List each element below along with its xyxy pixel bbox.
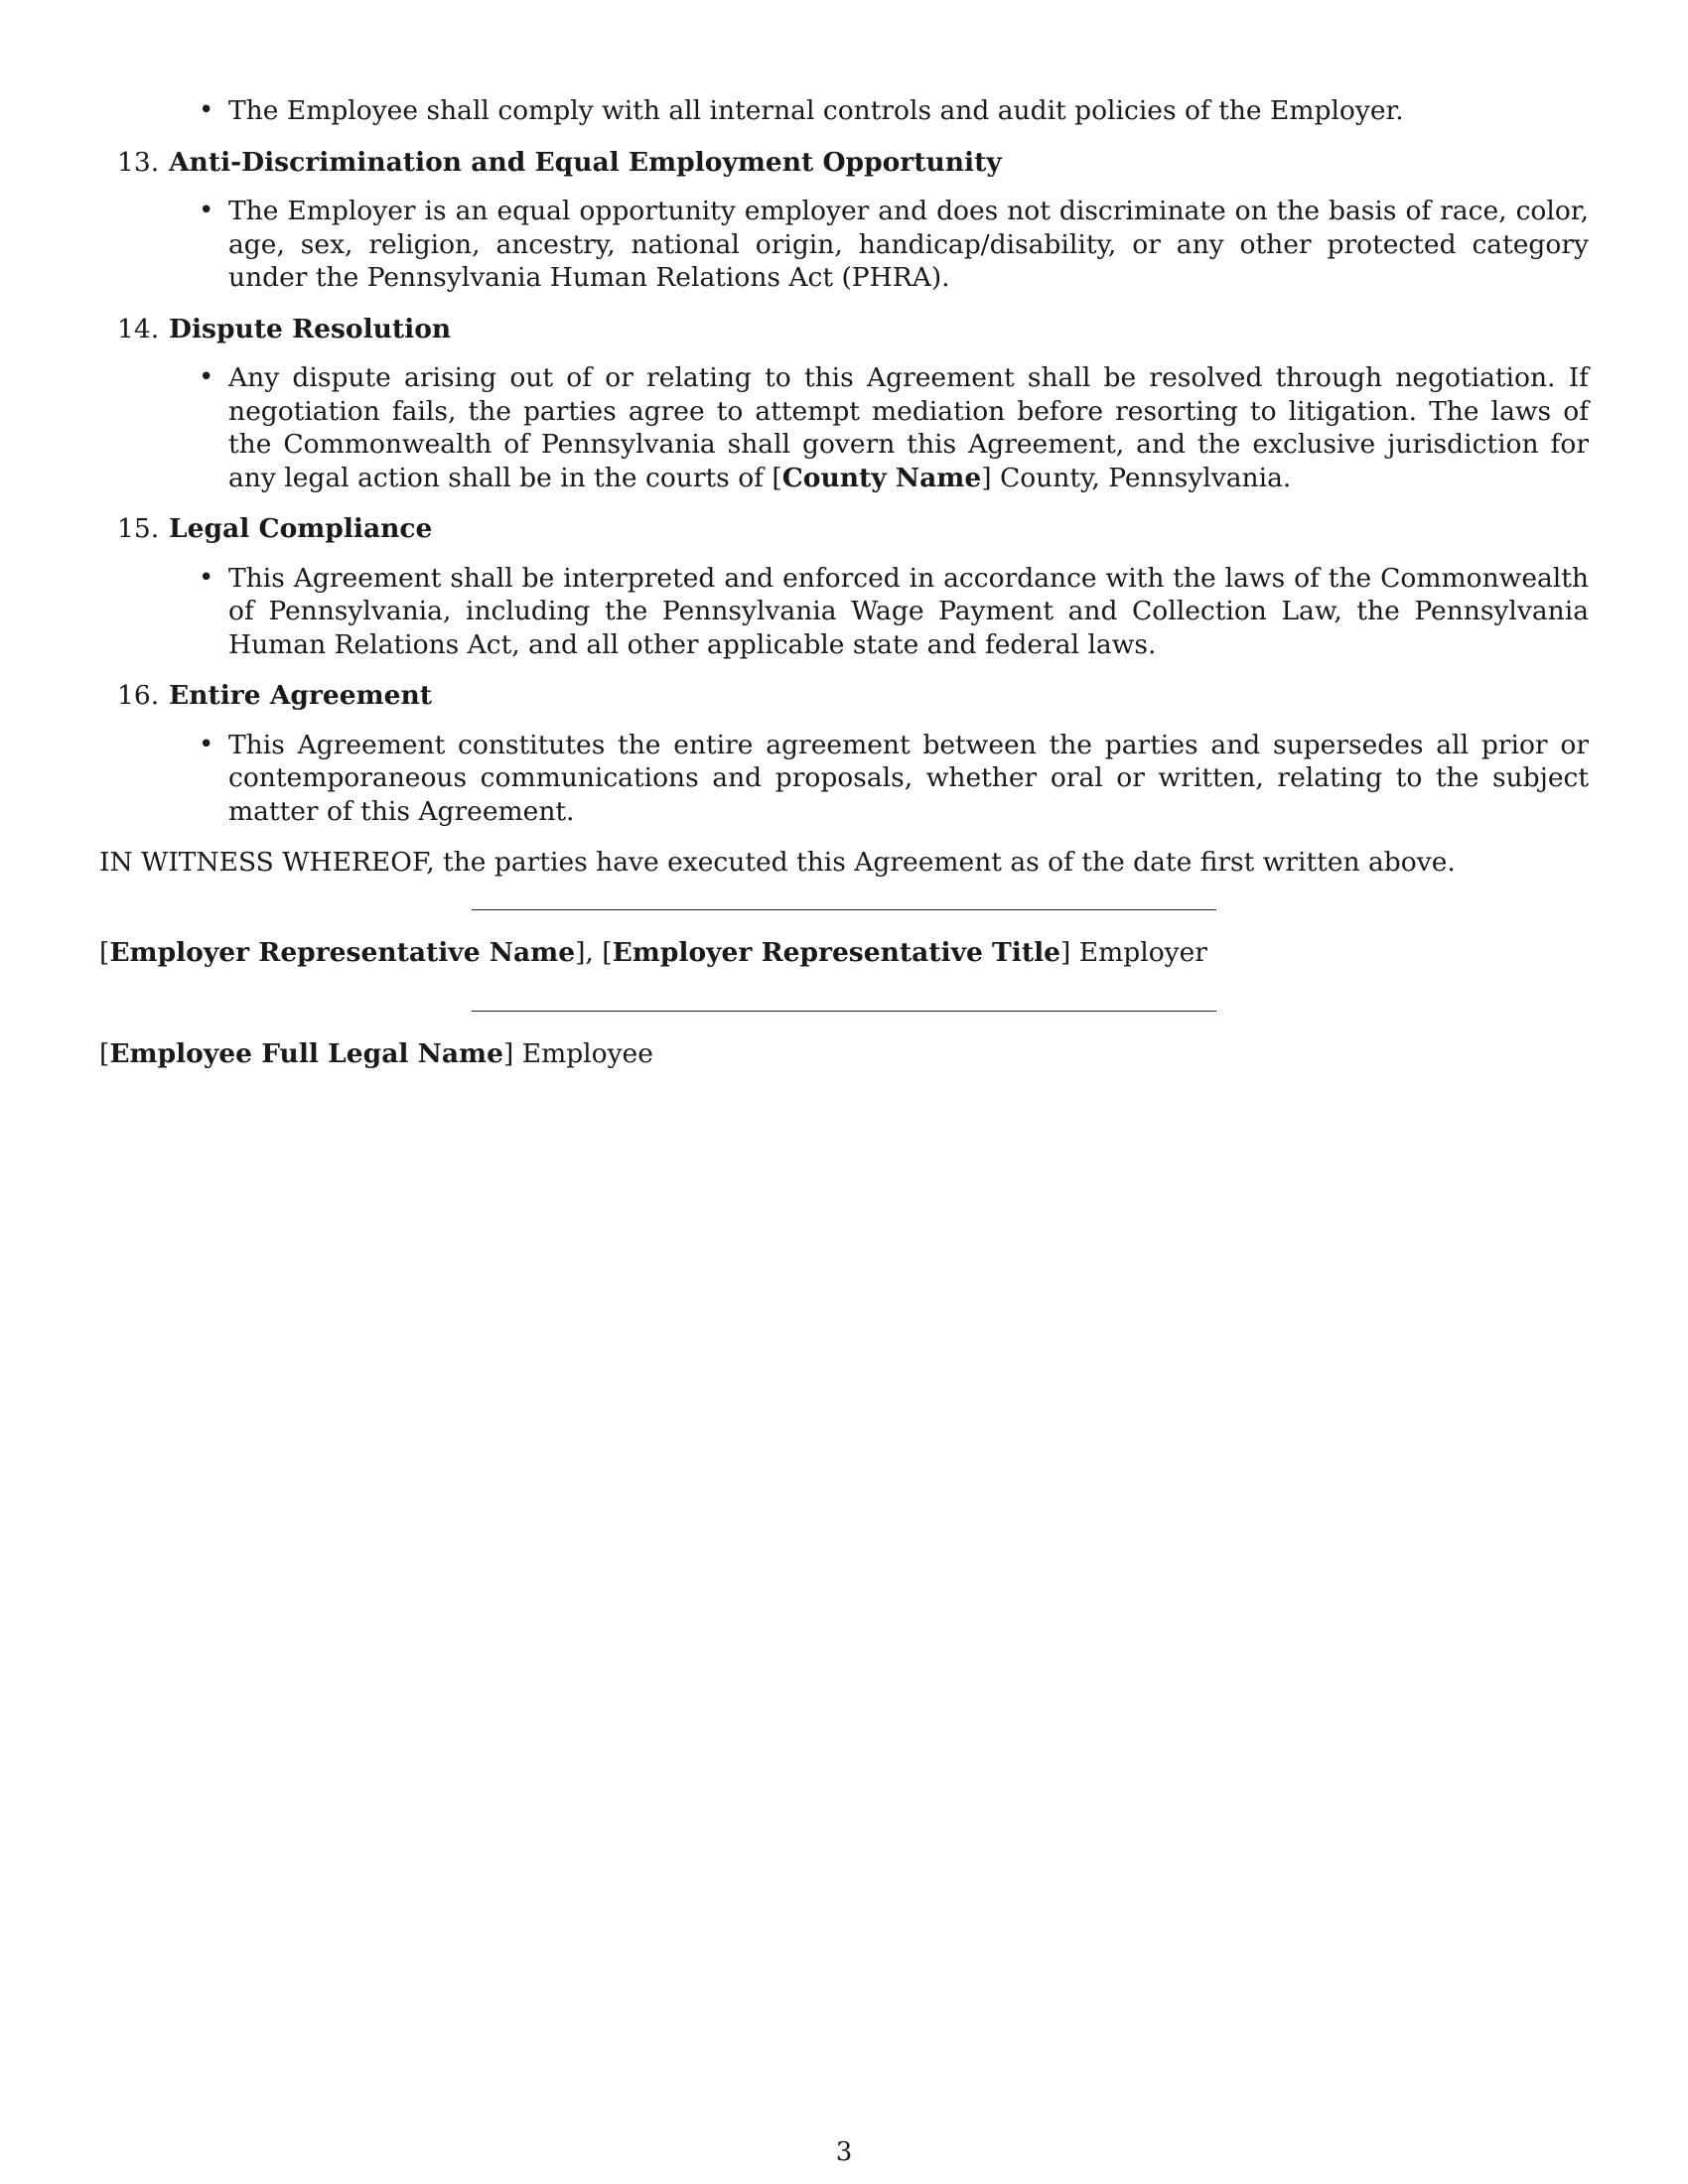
section-14-text-after: ] County, Pennsylvania. <box>981 462 1292 493</box>
employer-rep-title-placeholder: Employer Representative Title <box>612 936 1061 968</box>
section-16-text: This Agreement constitutes the entire agreement between the parties and supersedes all prior or contemporaneous communications and proposals, whether oral or written, relating to the subject matter of this Agreement. <box>228 729 1589 827</box>
employee-name-placeholder: Employee Full Legal Name <box>109 1038 503 1069</box>
section-13-text: The Employer is an equal opportunity employer and does not discriminate on the basis of race, color, age, sex, religion, ancestry, national origin, handicap/disability, or any other protected category under the Pennsylvania Human Relations Act (PHRA). <box>228 196 1589 293</box>
intro-bullet <box>99 94 1589 128</box>
employer-rep-name-placeholder: Employer Representative Name <box>109 936 576 968</box>
section-14-text-before: Any dispute arising out of or relating to this Agreement shall be resolved through negotiation. If negotiation fails, the parties agree to attempt mediation before resorting to litigation. The laws of the Commonwealth of Pennsylvania shall govern this Agreement, and the exclusive jurisdiction for any legal action shall be in the courts of [ <box>228 362 1589 493</box>
section-13-heading <box>99 146 1589 180</box>
section-15-bullet <box>99 562 1589 662</box>
section-14-bullet <box>99 361 1589 494</box>
section-title: Anti-Discrimination and Equal Employment Opportunity <box>169 146 1002 178</box>
employee-signature-block <box>99 1011 1589 1071</box>
section-16-heading <box>99 679 1589 713</box>
bullet-dot: • <box>199 562 214 593</box>
section-number: 15. <box>117 513 160 544</box>
section-number: 13. <box>117 146 160 178</box>
employer-signature-block <box>99 909 1589 970</box>
county-name-placeholder: County Name <box>781 462 982 493</box>
section-title: Entire Agreement <box>169 680 432 711</box>
employee-signature-line[interactable] <box>472 1011 1216 1012</box>
employee-role-label: Employee <box>521 1038 653 1069</box>
employer-role-label: Employer <box>1078 936 1207 968</box>
bullet-dot: • <box>199 196 214 225</box>
employer-signature-caption: [Employer Representative Name], [Employer Representative Title] Employer <box>99 936 1207 968</box>
intro-bullet-text: The Employee shall comply with all internal controls and audit policies of the Employer. <box>228 95 1404 126</box>
section-13-bullet <box>99 195 1589 295</box>
section-title: Legal Compliance <box>169 513 433 544</box>
section-number: 16. <box>117 680 160 711</box>
bullet-dot: • <box>199 362 214 392</box>
witness-clause: IN WITNESS WHEREOF, the parties have executed this Agreement as of the date first written above. <box>99 847 1456 878</box>
bullet-dot: • <box>199 729 214 759</box>
document-page <box>99 94 1589 1071</box>
section-16-bullet <box>99 729 1589 829</box>
employer-signature-line[interactable] <box>472 909 1216 910</box>
section-number: 14. <box>117 313 160 344</box>
section-15-text: This Agreement shall be interpreted and enforced in accordance with the laws of the Commonwealth of Pennsylvania, including the Pennsylvania Wage Payment and Collection Law, the Pennsylvania Human Relations Act, and all other applicable state and federal laws. <box>228 562 1589 660</box>
page-number: 3 <box>835 2137 853 2167</box>
bullet-dot: • <box>199 95 214 125</box>
employee-signature-caption: [Employee Full Legal Name] Employee <box>99 1038 653 1069</box>
section-14-heading <box>99 313 1589 346</box>
section-title: Dispute Resolution <box>169 313 452 344</box>
section-15-heading <box>99 512 1589 546</box>
